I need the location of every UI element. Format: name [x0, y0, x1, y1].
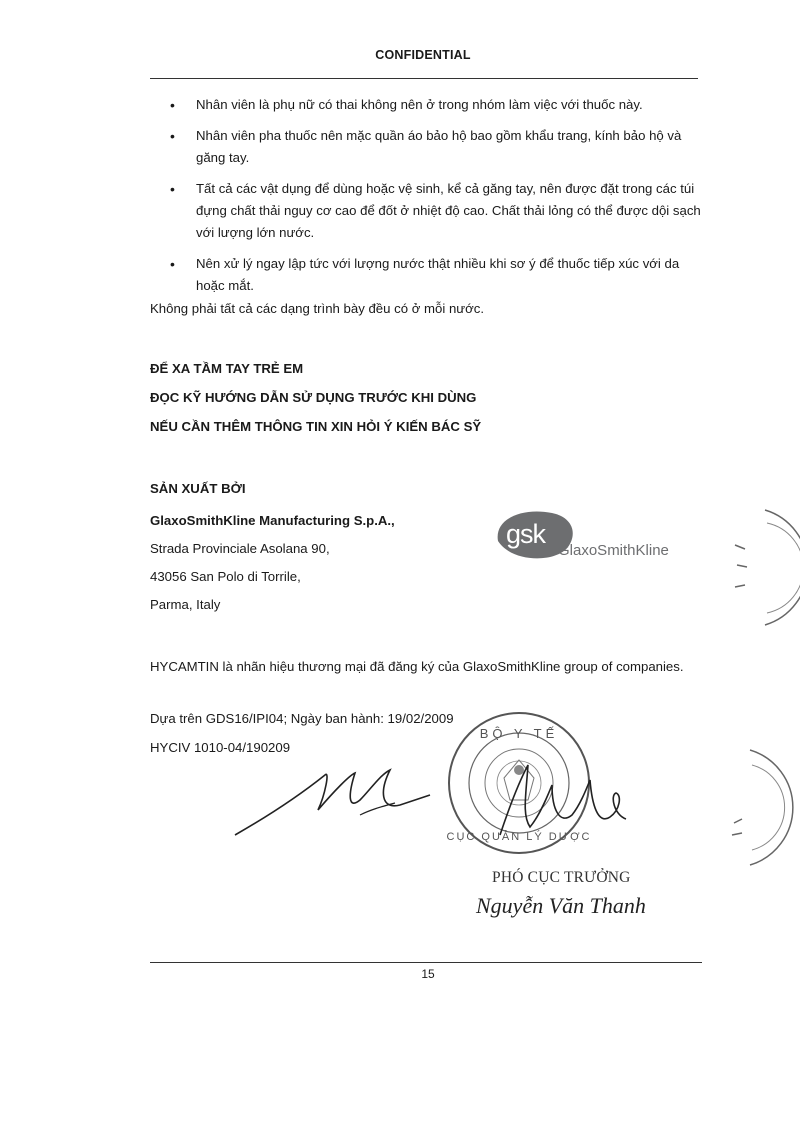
page-header-title: CONFIDENTIAL	[375, 48, 471, 62]
warning-keep-away: ĐỂ XA TẦM TAY TRẺ EM	[150, 361, 304, 376]
manufacturer-address-line: Strada Provinciale Asolana 90,	[150, 541, 330, 556]
based-on-note: Dựa trên GDS16/IPI04; Ngày ban hành: 19/02/2009	[150, 711, 454, 726]
list-item: • Tất cả các vật dụng để dùng hoặc vệ sinh, kể cả găng tay, nên được đặt trong các túi đựng chất thải nguy cơ cao để đốt ở nhiệt độ cao. Chất thải lỏng có thể được dội sạch với lượng lớn nước.	[148, 178, 708, 244]
list-item: • Nhân viên pha thuốc nên mặc quần áo bảo hộ bao gồm khẩu trang, kính bảo hộ và găng tay.	[148, 125, 708, 169]
warning-ask-doctor: NẾU CẦN THÊM THÔNG TIN XIN HỎI Ý KIẾN BÁC SỸ	[150, 419, 482, 434]
gsk-logo-wordmark: GlaxoSmithKline	[558, 542, 669, 559]
manufacturer-heading: SẢN XUẤT BỞI	[150, 481, 246, 496]
manufacturer-name: GlaxoSmithKline Manufacturing S.p.A.,	[150, 513, 395, 528]
gsk-logo-mark: gsk	[506, 519, 546, 549]
list-item: • Nên xử lý ngay lập tức với lượng nước thật nhiều khi sơ ý để thuốc tiếp xúc với da hoặc mắt.	[148, 253, 708, 297]
stamp-top-text: BỘ Y TẾ	[479, 726, 559, 741]
document-code: HYCIV 1010-04/190209	[150, 740, 291, 755]
page-number: 15	[421, 967, 435, 981]
manufacturer-address-line: 43056 San Polo di Torrile,	[150, 569, 301, 584]
partial-stamp-icon	[720, 745, 800, 870]
signatory-title: PHÓ CỤC TRƯỞNG	[492, 869, 631, 886]
list-item: • Nhân viên là phụ nữ có thai không nên ở trong nhóm làm việc với thuốc này.	[148, 94, 708, 116]
stamp-bottom-text: CỤC QUẢN LÝ DƯỢC	[446, 831, 592, 843]
gsk-logo-icon	[492, 505, 682, 565]
warning-read-instructions: ĐỌC KỸ HƯỚNG DẪN SỬ DỤNG TRƯỚC KHI DÙNG	[150, 390, 477, 405]
manufacturer-address-line: Parma, Italy	[150, 597, 221, 612]
header-rule	[150, 78, 698, 79]
handling-precautions-list	[148, 94, 708, 306]
partial-stamp-icon	[705, 505, 800, 630]
handwritten-signature-icon	[230, 755, 650, 850]
footer-rule	[150, 962, 702, 963]
signatory-name: Nguyễn Văn Thanh	[476, 893, 646, 918]
gsk-logo	[492, 505, 682, 565]
trademark-notice: HYCAMTIN là nhãn hiệu thương mại đã đăng ký của GlaxoSmithKline group of companies.	[150, 659, 684, 674]
availability-note: Không phải tất cả các dạng trình bày đều có ở mỗi nước.	[150, 301, 485, 316]
